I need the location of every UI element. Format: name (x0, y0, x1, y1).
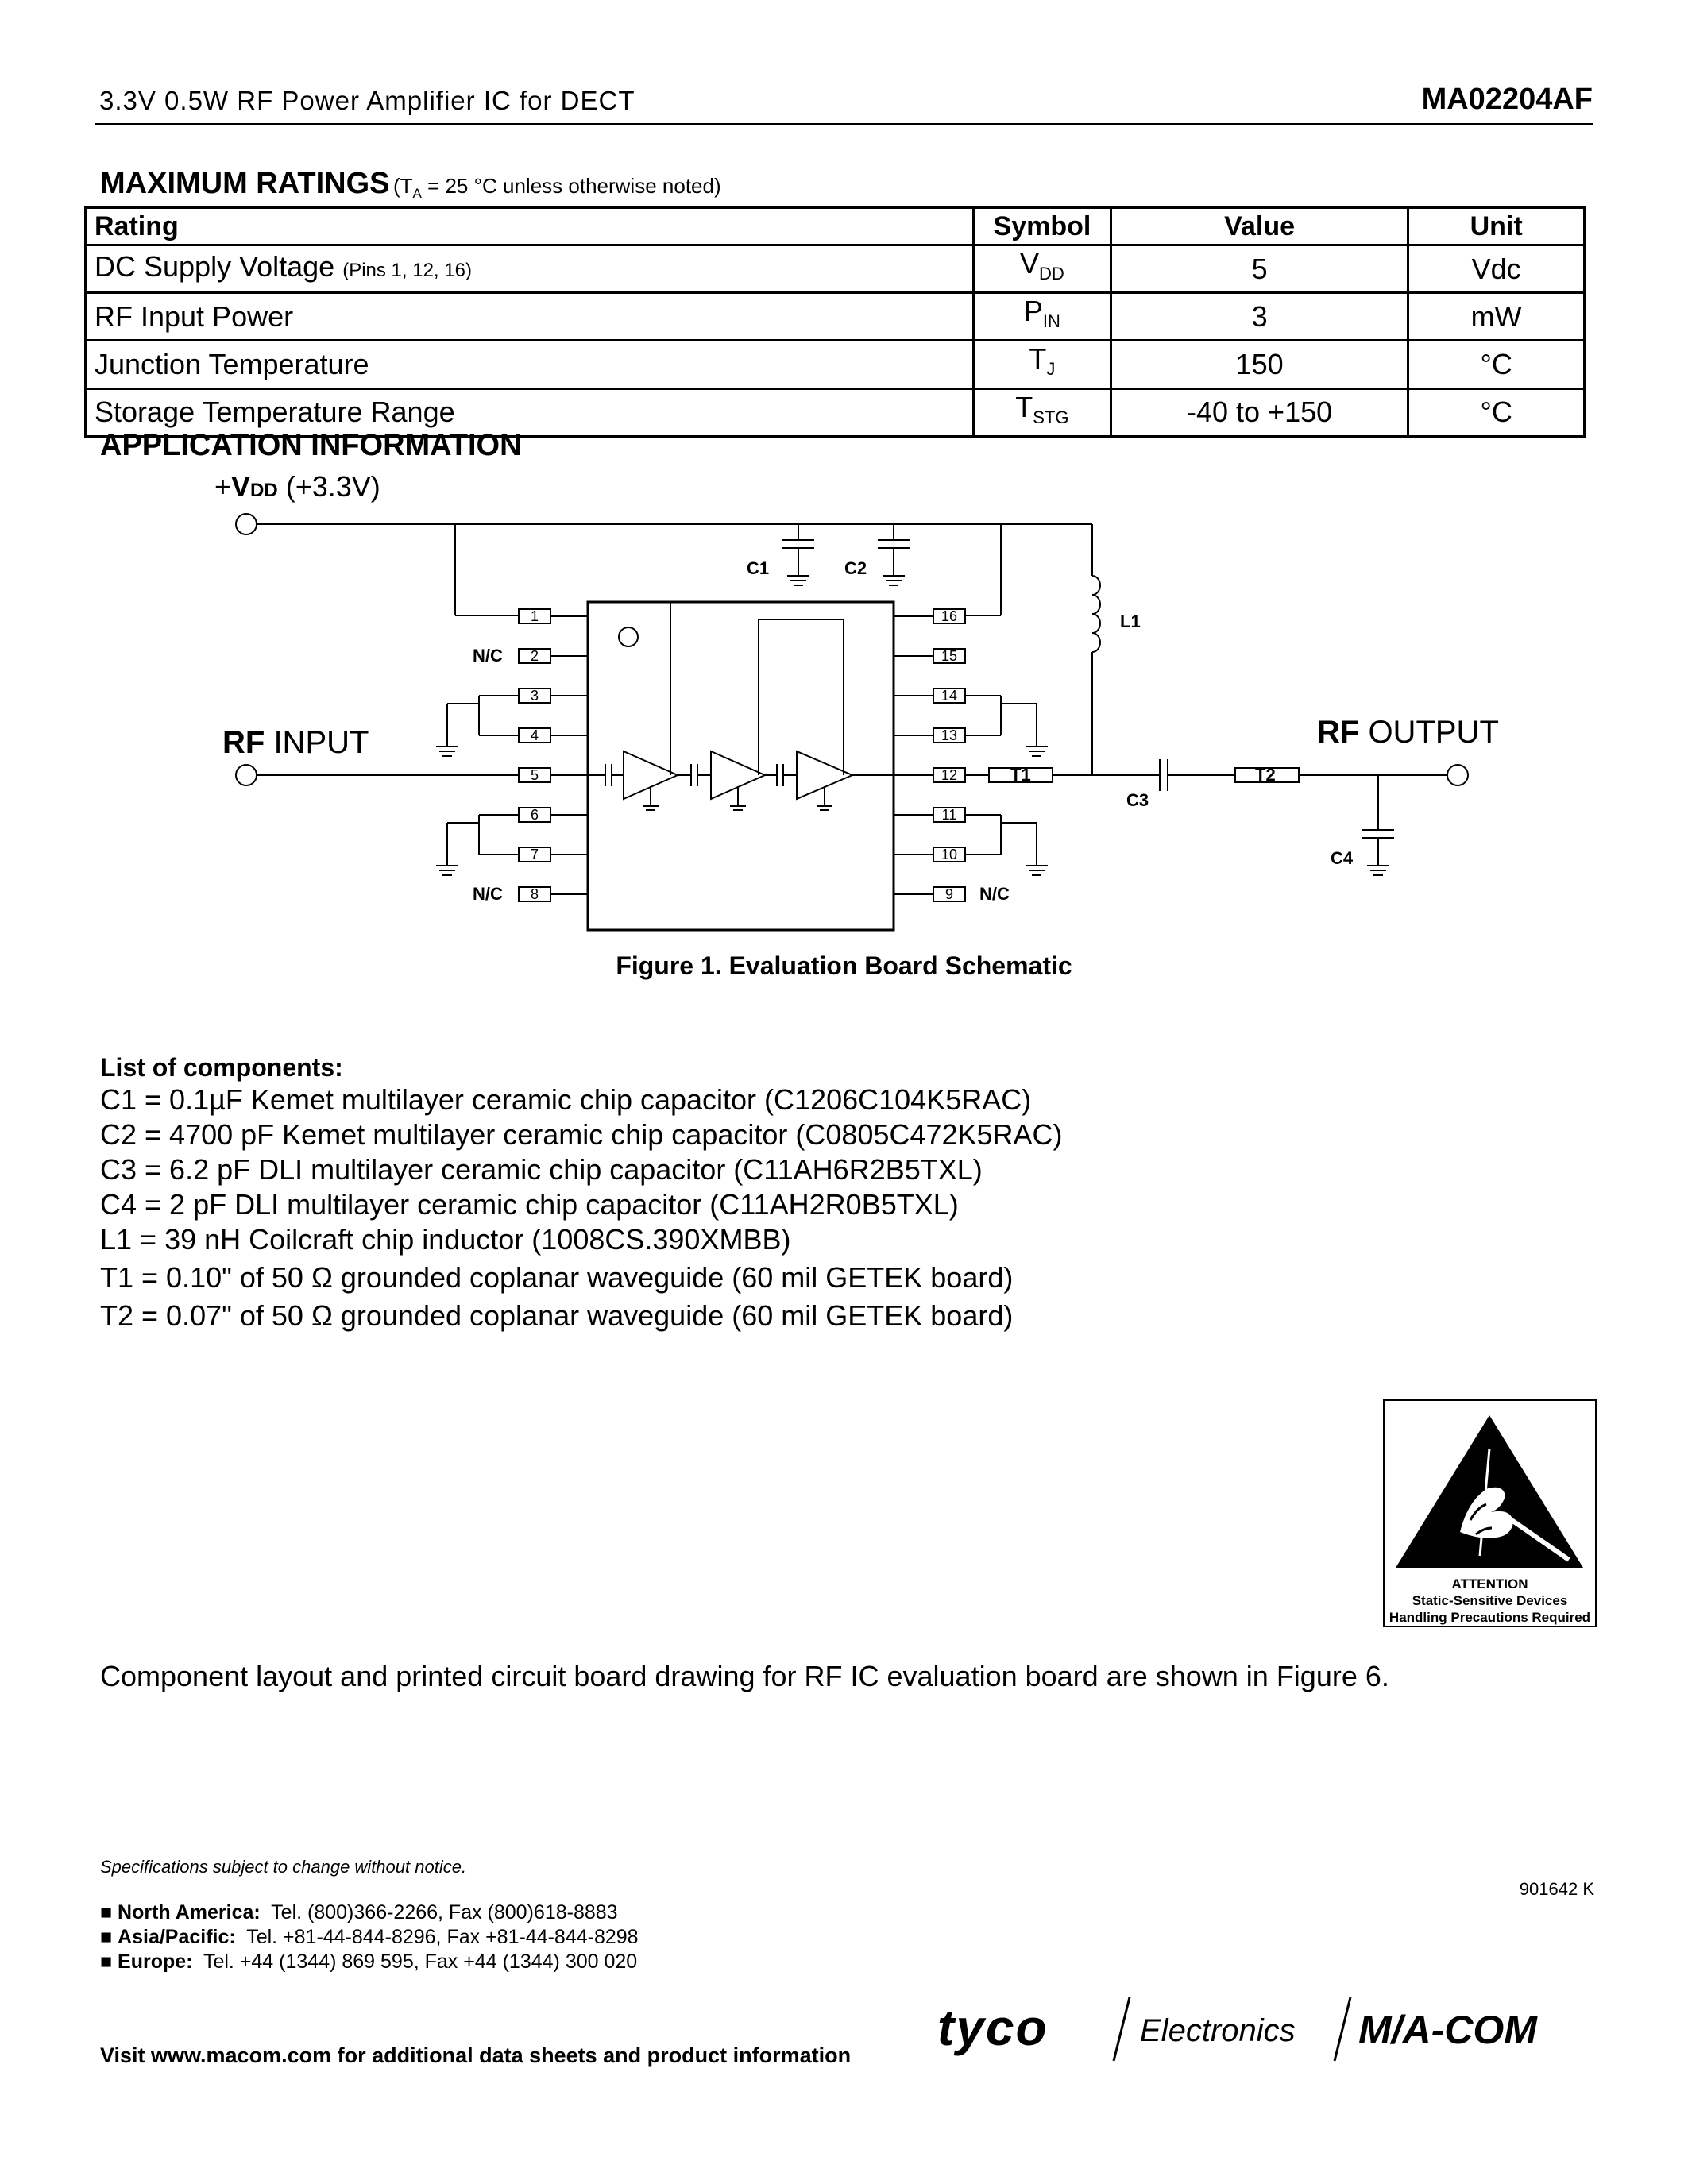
column-header: Value (1111, 208, 1408, 245)
spec-notice: Specifications subject to change without notice. (100, 1857, 467, 1877)
value-cell: -40 to +150 (1111, 388, 1408, 436)
components-heading: List of components: (100, 1053, 343, 1082)
rating-cell: Junction Temperature (86, 341, 974, 388)
rating-cell: Storage Temperature Range (86, 388, 974, 436)
max-ratings-table (84, 206, 1586, 438)
symbol-cell: $T_{STG}$ (973, 388, 1111, 436)
table-header-row (86, 208, 1585, 245)
pin-label: 3 (530, 688, 539, 704)
value-cell: 3 (1111, 293, 1408, 341)
nc-label: N/C (979, 884, 1010, 904)
pin-label: 5 (530, 767, 539, 783)
pin-label: 4 (530, 727, 539, 743)
unit-cell: °C (1408, 341, 1585, 388)
part-number: MA02204AF (1421, 83, 1593, 116)
rf-input-label: RF INPUT (222, 725, 369, 760)
rf-input-terminal (236, 765, 257, 785)
max-ratings-title: MAXIMUM RATINGS (100, 167, 390, 200)
pin-label: 9 (944, 886, 954, 902)
vdd-terminal (236, 514, 257, 534)
t2-label: T2 (1255, 765, 1276, 785)
logo-divider (1114, 1997, 1130, 2061)
c4-label: C4 (1331, 848, 1354, 868)
symbol-cell: $T_J$ (973, 341, 1111, 388)
contact-asia-pacific: ■ Asia/Pacific: Tel. +81-44-844-8296, Fax +81-44-844-8298 (100, 1926, 639, 1948)
list-item: C4 = 2 pF DLI multilayer ceramic chip capacitor (C11AH2R0B5TXL) (100, 1188, 959, 1221)
document-number: 901642 K (1519, 1879, 1594, 1899)
list-item: C3 = 6.2 pF DLI multilayer ceramic chip capacitor (C11AH6R2B5TXL) (100, 1153, 983, 1186)
c1-label: C1 (747, 558, 770, 578)
vdd-label: +VDD (+3.3V) (214, 470, 380, 503)
logo-macom: M/A-COM (1358, 2008, 1537, 2052)
table-row (86, 341, 1585, 388)
contact-north-america: ■ North America: Tel. (800)366-2266, Fax (800)618-8883 (100, 1901, 618, 1924)
value-cell: 5 (1111, 245, 1408, 293)
column-header: Rating (86, 208, 974, 245)
figure-caption: Figure 1. Evaluation Board Schematic (616, 951, 1072, 980)
header-rule (95, 123, 1593, 125)
nc-label: N/C (473, 884, 503, 904)
esd-line-static: Static-Sensitive Devices (1412, 1593, 1568, 1608)
t1-label: T1 (1010, 765, 1031, 785)
layout-note: Component layout and printed circuit board drawing for RF IC evaluation board are shown in Figure 6. (100, 1660, 1389, 1692)
document-title: 3.3V 0.5W RF Power Amplifier IC for DECT (99, 86, 635, 115)
list-item: C2 = 4700 pF Kemet multilayer ceramic chip capacitor (C0805C472K5RAC) (100, 1118, 1063, 1151)
column-header: Unit (1408, 208, 1585, 245)
logo-tyco: tyco (937, 1999, 1049, 2056)
l1-label: L1 (1120, 612, 1141, 631)
nc-label: N/C (473, 646, 503, 666)
list-item: C1 = 0.1µF Kemet multilayer ceramic chip capacitor (C1206C104K5RAC) (100, 1083, 1032, 1116)
symbol-cell: $P_{IN}$ (973, 293, 1111, 341)
rating-cell: RF Input Power (86, 293, 974, 341)
pin-label: 8 (530, 886, 539, 902)
pin-label: 13 (941, 727, 958, 743)
table-row (86, 245, 1585, 293)
esd-warning-label (1383, 1399, 1597, 1627)
rf-output-label: RF OUTPUT (1317, 715, 1499, 750)
c3-label: C3 (1126, 790, 1149, 810)
list-item: L1 = 39 nH Coilcraft chip inductor (1008CS.390XMBB) (100, 1223, 791, 1256)
unit-cell: mW (1408, 293, 1585, 341)
esd-line-handling: Handling Precautions Required (1389, 1610, 1591, 1625)
pin-label: 6 (530, 807, 539, 823)
website-notice: Visit www.macom.com for additional data sheets and product information (100, 2043, 852, 2067)
evaluation-board-schematic (0, 469, 1688, 945)
pin-label: 2 (530, 648, 539, 664)
esd-line-attention: ATTENTION (1451, 1576, 1528, 1592)
unit-cell: Vdc (1408, 245, 1585, 293)
esd-hand-icon (1385, 1401, 1595, 1576)
rating-cell: DC Supply Voltage (Pins 1, 12, 16) (86, 245, 974, 293)
tyco-macom-logo (937, 1993, 1597, 2065)
application-title: APPLICATION INFORMATION (100, 429, 522, 462)
pin-label: 11 (941, 807, 957, 823)
logo-divider (1335, 1997, 1350, 2061)
max-ratings-heading (100, 167, 721, 202)
list-item: T2 = 0.07" of 50 Ω grounded coplanar waveguide (60 mil GETEK board) (100, 1299, 1014, 1332)
pin-label: 7 (530, 847, 539, 862)
value-cell: 150 (1111, 341, 1408, 388)
table-row (86, 293, 1585, 341)
pin-label: 16 (941, 608, 958, 624)
pin-label: 12 (941, 767, 958, 783)
contact-europe: ■ Europe: Tel. +44 (1344) 869 595, Fax +44 (1344) 300 020 (100, 1951, 638, 1973)
unit-cell: °C (1408, 388, 1585, 436)
column-header: Symbol (973, 208, 1111, 245)
list-item: T1 = 0.10" of 50 Ω grounded coplanar waveguide (60 mil GETEK board) (100, 1261, 1014, 1294)
rf-output-terminal (1447, 765, 1468, 785)
symbol-cell: $V_{DD}$ (973, 245, 1111, 293)
c2-label: C2 (844, 558, 867, 578)
pin-label: 10 (941, 847, 958, 862)
pin-label: 15 (941, 648, 958, 664)
max-ratings-condition: ($T_A = 25$ °C unless otherwise noted) (392, 174, 721, 202)
pin-label: 14 (941, 688, 958, 704)
logo-electronics: Electronics (1140, 2013, 1296, 2048)
pin-label: 1 (530, 608, 539, 624)
